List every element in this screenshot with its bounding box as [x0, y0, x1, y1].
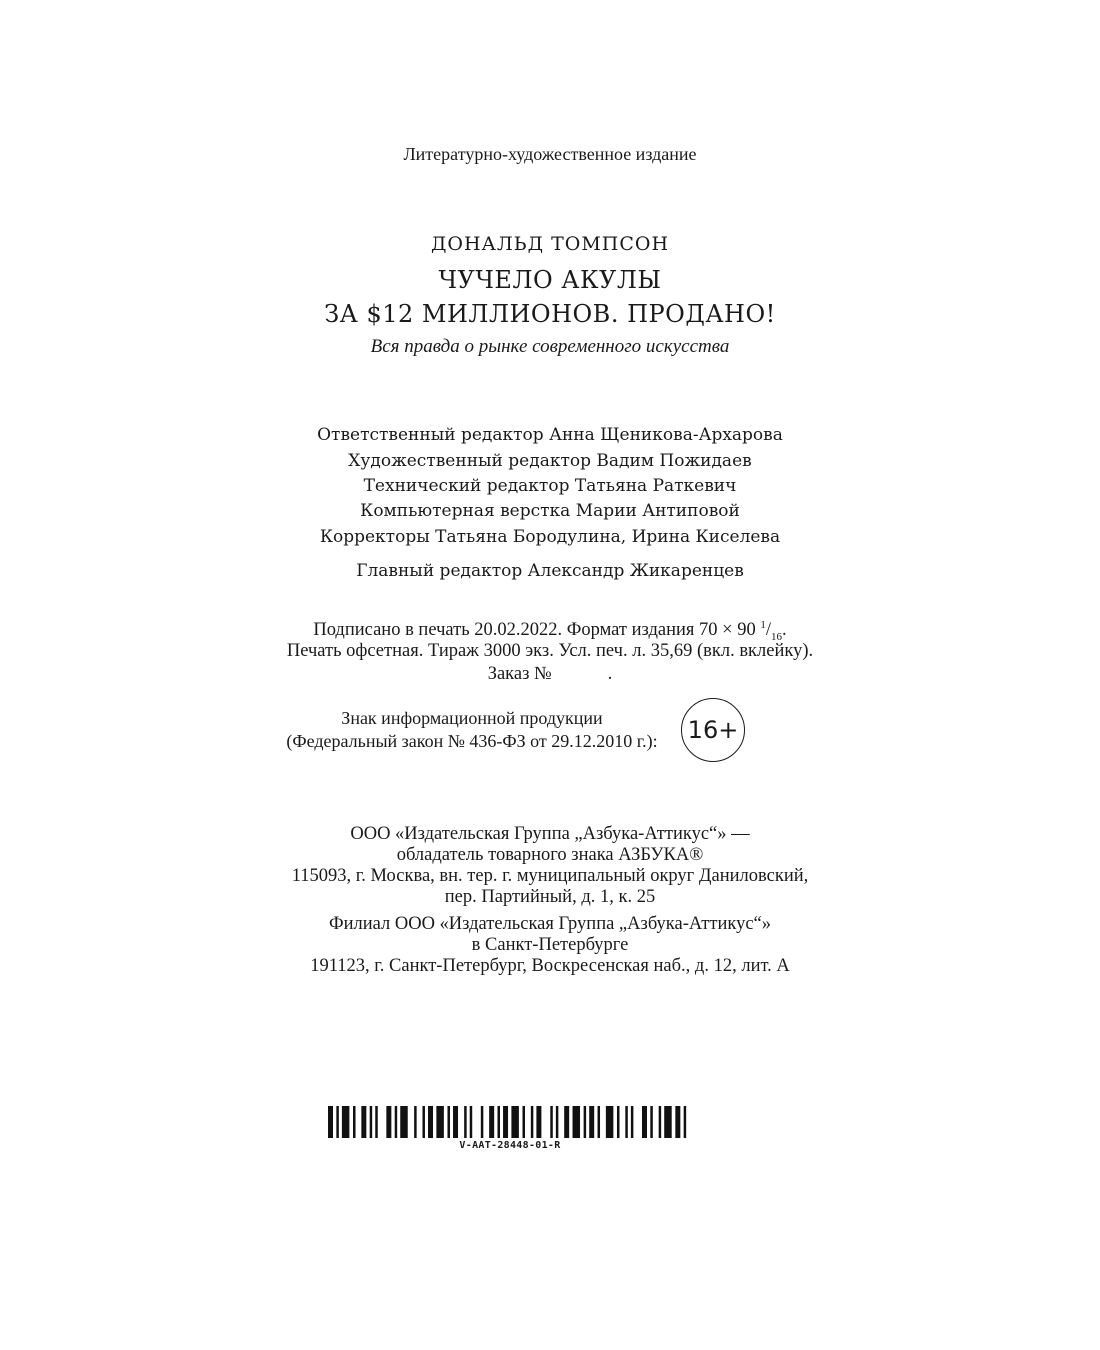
credit-line: Художественный редактор Вадим Пожидаев	[348, 451, 752, 471]
chief-editor: Главный редактор Александр Жикаренцев	[356, 561, 744, 581]
barcode-bar	[503, 1106, 508, 1138]
publisher-line: пер. Партийный, д. 1, к. 25	[444, 887, 656, 907]
order-number	[0, 664, 1100, 685]
barcode-bar	[470, 1106, 473, 1138]
barcode-bar	[422, 1106, 425, 1138]
format-numerator: 1	[760, 619, 766, 631]
barcode-bar	[589, 1106, 594, 1138]
barcode-bar	[598, 1106, 601, 1138]
barcode-bar	[386, 1106, 391, 1138]
format-denominator: 16	[771, 630, 783, 643]
credit-line: Корректоры Татьяна Бородулина, Ирина Киселева	[319, 527, 781, 547]
format-end: .	[782, 620, 787, 641]
age-rating-badge	[681, 698, 745, 762]
age-rating-label-line-1: Знак информационной продукции	[341, 708, 603, 728]
branch-line: 191123, г. Санкт-Петербург, Воскресенская наб., д. 12, лит. А	[310, 956, 790, 976]
order-end: .	[607, 664, 613, 684]
barcode-image	[328, 1106, 692, 1138]
order-label: Заказ №	[487, 664, 552, 684]
book-subtitle: Вся правда о рынке современного искусства	[370, 336, 730, 357]
barcode-bar	[361, 1106, 366, 1138]
barcode-bar	[395, 1106, 398, 1138]
edition-type: Литературно-художественное издание	[403, 144, 697, 164]
format-slash: /	[765, 620, 772, 641]
barcode-bar	[328, 1106, 333, 1138]
credit-line: Компьютерная верстка Марии Антиповой	[360, 501, 740, 521]
author-name: ДОНАЛЬД ТОМПСОН	[430, 233, 670, 255]
age-rating-label-line-2: (Федеральный закон № 436-ФЗ от 29.12.2010 г.):	[286, 731, 658, 751]
barcode-bar	[617, 1106, 620, 1138]
barcode-bar	[370, 1106, 373, 1138]
barcode-bar	[464, 1106, 467, 1138]
barcode-bar	[659, 1106, 662, 1138]
book-title-line-2: ЗА $12 МИЛЛИОНОВ. ПРОДАНО!	[324, 300, 776, 328]
barcode-bar	[556, 1106, 559, 1138]
branch-line: Филиал ООО «Издательская Группа „Азбука-Аттикус“»	[328, 914, 772, 934]
barcode-bar	[481, 1106, 484, 1138]
barcode-bar	[606, 1106, 614, 1138]
barcode-bar	[414, 1106, 417, 1138]
credit-line: Технический редактор Татьяна Раткевич	[363, 476, 737, 496]
publisher-line: обладатель товарного знака АЗБУКА®	[396, 845, 704, 865]
barcode-bar	[447, 1106, 450, 1138]
barcode-bar	[400, 1106, 408, 1138]
barcode-bar	[436, 1106, 444, 1138]
barcode-bar	[531, 1106, 534, 1138]
barcode-bar	[511, 1106, 519, 1138]
barcode-label: V-AAT-28448-01-R	[459, 1140, 561, 1151]
publisher-line: 115093, г. Москва, вн. тер. г. муниципальный округ Даниловский,	[291, 866, 809, 886]
barcode-bar	[498, 1106, 501, 1138]
barcode-bar	[375, 1106, 378, 1138]
barcode-bar	[428, 1106, 433, 1138]
print-info-line-1	[0, 619, 1100, 643]
barcode-bar	[550, 1106, 553, 1138]
barcode-bar	[664, 1106, 672, 1138]
publisher-line: ООО «Издательская Группа „Азбука-Аттикус“» —	[350, 824, 750, 844]
book-title-line-1: ЧУЧЕЛО АКУЛЫ	[438, 266, 662, 294]
barcode-bar	[342, 1106, 350, 1138]
barcode-bar	[631, 1106, 634, 1138]
barcode-bar	[336, 1106, 339, 1138]
barcode-bar	[564, 1106, 569, 1138]
barcode-bar	[573, 1106, 581, 1138]
barcode-bar	[675, 1106, 680, 1138]
barcode-bar	[684, 1106, 687, 1138]
barcode-bar	[625, 1106, 628, 1138]
barcode-bar	[584, 1106, 587, 1138]
signed-to-print: Подписано в печать 20.02.2022. Формат издания 70 × 90	[313, 620, 756, 641]
barcode-bar	[642, 1106, 647, 1138]
barcode-bar	[523, 1106, 526, 1138]
barcode-bar	[489, 1106, 494, 1138]
barcode-bar	[650, 1106, 653, 1138]
barcode-bar	[353, 1106, 356, 1138]
credit-line: Ответственный редактор Анна Щеникова-Архарова	[317, 425, 783, 445]
branch-line: в Санкт-Петербурге	[471, 935, 629, 955]
barcode-bar	[536, 1106, 541, 1138]
print-info-line-2: Печать офсетная. Тираж 3000 экз. Усл. печ. л. 35,69 (вкл. вклейку).	[286, 641, 814, 661]
age-rating-value: 16+	[687, 716, 739, 744]
barcode-bar	[453, 1106, 458, 1138]
